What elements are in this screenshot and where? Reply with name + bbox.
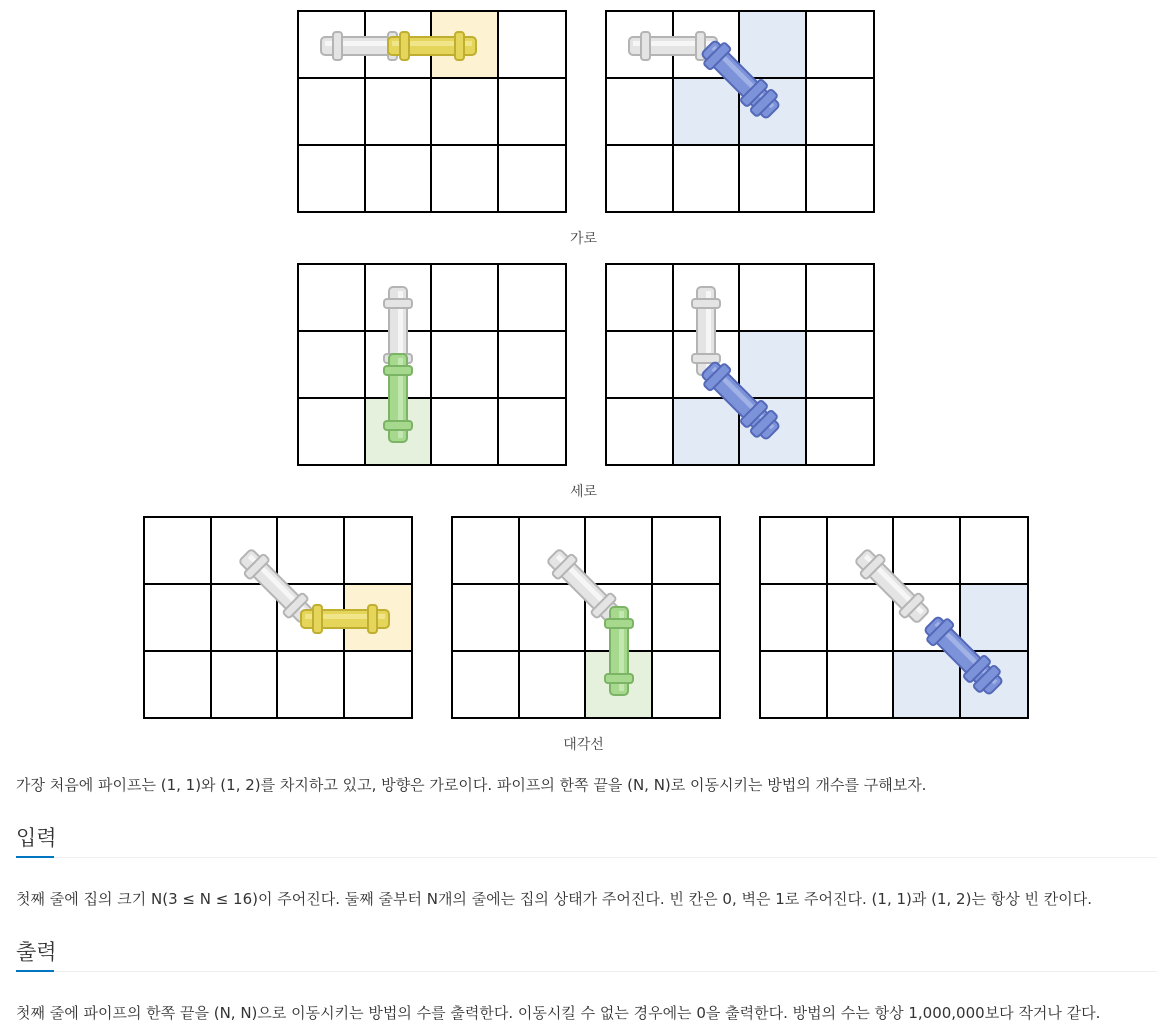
caption-vertical: 세로 [569,484,598,500]
figure-vertical-to-vertical [296,262,568,467]
input-heading: 입력 [16,826,57,850]
figure-horizontal-to-diagonal [604,9,876,214]
figure-horizontal-to-horizontal [296,9,568,214]
output-heading-accent [16,970,54,972]
figure-vertical-to-diagonal [604,262,876,467]
pipe-icon-green [384,354,412,442]
output-heading-divider [16,971,1157,972]
figure-diagonal-to-diagonal [758,515,1030,720]
pipe-icon-green [605,607,633,695]
pipe-icon-yellow [388,32,476,60]
input-heading-divider [16,857,1157,858]
caption-horizontal: 가로 [569,231,598,247]
caption-diagonal: 대각선 [563,737,604,753]
figure-diagonal-to-vertical [450,515,722,720]
input-heading-accent [16,856,54,858]
intro-paragraph: 가장 처음에 파이프는 (1, 1)와 (1, 2)를 차지하고 있고, 방향은 가로이다. 파이프의 한쪽 끝을 (N, N)로 이동시키는 방법의 개수를 구해보자. [16,776,927,794]
input-paragraph: 첫째 줄에 집의 크기 N(3 ≤ N ≤ 16)이 주어진다. 둘째 줄부터 N개의 줄에는 집의 상태가 주어진다. 빈 칸은 0, 벽은 1로 주어진다. (1, 1)과 (1, 2)는 항상 빈 칸이다. [16,890,1092,908]
output-paragraph: 첫째 줄에 파이프의 한쪽 끝을 (N, N)으로 이동시키는 방법의 수를 출력한다. 이동시킬 수 없는 경우에는 0을 출력한다. 방법의 수는 항상 1,000,000보다 작거나 같다. [16,1004,1101,1022]
pipe-icon-yellow [301,605,389,633]
figure-diagonal-to-horizontal [142,515,414,720]
output-heading: 출력 [16,940,57,964]
